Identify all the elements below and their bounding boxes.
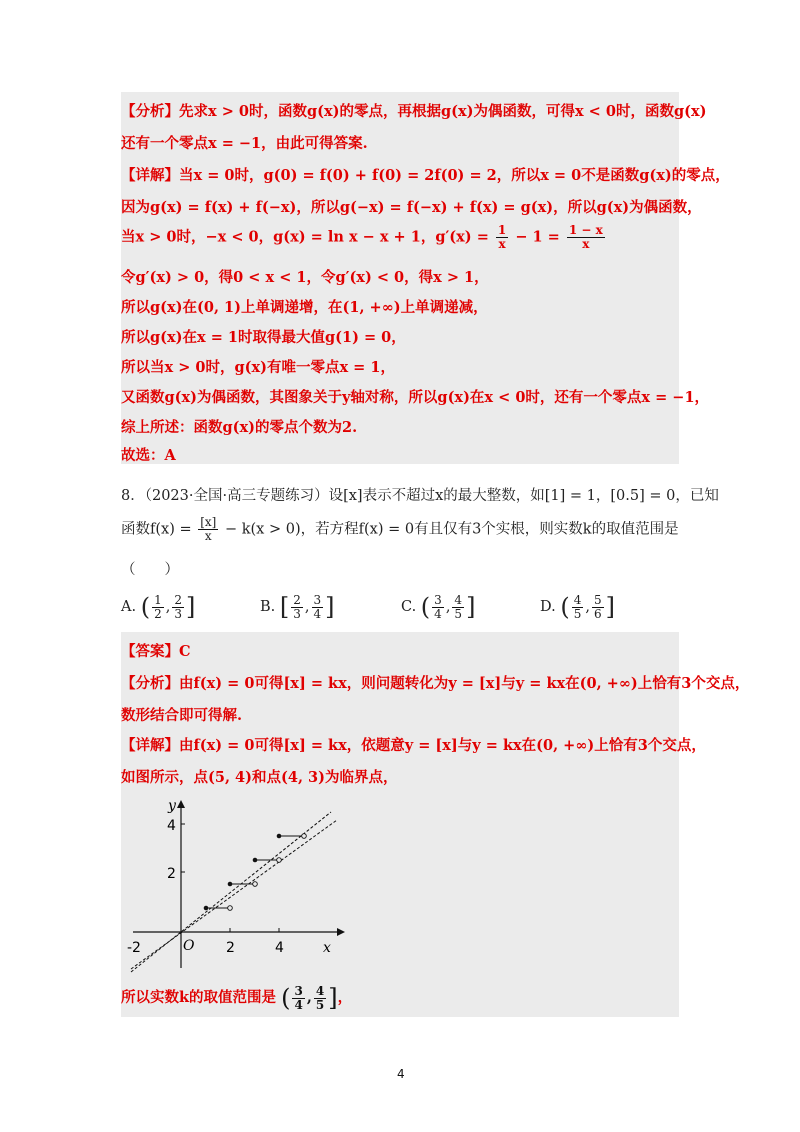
filled-point bbox=[228, 882, 233, 887]
solution-box-2 bbox=[121, 632, 750, 1017]
fraction bbox=[592, 594, 604, 621]
left-bracket: ( bbox=[420, 593, 431, 621]
left-bracket: [ bbox=[279, 593, 290, 621]
choice-d[interactable]: D. ( $\frac{4}{5}$ , $\frac{5}{6}$ ] bbox=[540, 592, 615, 621]
fraction-denominator: 2 bbox=[154, 606, 162, 621]
detail-line-3-mid: − 1 = bbox=[510, 228, 565, 246]
right-bracket: ] bbox=[605, 593, 615, 621]
fraction-denominator: 4 bbox=[294, 997, 303, 1012]
fraction-numerator: 3 bbox=[313, 592, 322, 607]
open-point bbox=[253, 882, 258, 887]
fraction-numerator: 1 bbox=[497, 223, 507, 237]
comma: , bbox=[306, 989, 312, 1006]
answer-line: 【答案】C bbox=[121, 643, 191, 660]
open-point bbox=[277, 858, 282, 863]
analysis-line-2: 数形结合即可得解. bbox=[121, 707, 243, 724]
fraction-denominator: x bbox=[582, 237, 590, 251]
choice-letter: D. bbox=[540, 599, 556, 615]
fraction bbox=[152, 594, 164, 621]
fraction-denominator: 5 bbox=[573, 606, 582, 621]
question-8-line-1: 8．（2023·全国·高三专题练习）设[x]表示不超过x的最大整数，如[1] = 1，[0.5] = 0，已知 bbox=[121, 488, 719, 504]
fraction bbox=[172, 594, 184, 621]
fraction-denominator: x bbox=[498, 237, 506, 251]
fraction-denominator: 4 bbox=[313, 606, 322, 621]
fraction-denominator: 5 bbox=[454, 606, 463, 621]
fraction bbox=[432, 594, 444, 621]
detail-line-2: 因为g(x) = f(x) + f(−x)，所以g(−x) = f(−x) + f(x) = g(x)，所以g(x)为偶函数， bbox=[121, 199, 702, 216]
analysis-line-2: 还有一个零点x = −1，由此可得答案. bbox=[121, 135, 368, 152]
question-8-paren: （ ） bbox=[121, 562, 179, 578]
left-bracket: ( bbox=[140, 593, 151, 621]
detail-line-2: 如图所示，点(5, 4)和点(4, 3)为临界点， bbox=[121, 769, 398, 786]
fraction bbox=[291, 594, 303, 621]
fraction-numerator: 4 bbox=[573, 592, 582, 607]
y-axis-arrow bbox=[177, 800, 185, 808]
fraction-denominator: 3 bbox=[174, 606, 182, 621]
fraction-numerator: 3 bbox=[294, 983, 303, 998]
detail-line-3-text: 当x > 0时，−x < 0，g(x) = ln x − x + 1，g′(x) = bbox=[121, 228, 494, 246]
right-bracket: ] bbox=[328, 984, 338, 1012]
fraction-denominator: 5 bbox=[315, 997, 325, 1012]
question-8-line-2-end: − k(x > 0)，若方程f(x) = 0有且仅有3个实根，则实数k的取值范围是 bbox=[220, 521, 679, 538]
fraction bbox=[452, 594, 464, 621]
detail-line-1: 【详解】当x = 0时，g(0) = f(0) + f(0) = 2f(0) = 2，所以x = 0不是函数g(x)的零点， bbox=[121, 167, 730, 184]
fraction bbox=[292, 985, 304, 1012]
page-number: 4 bbox=[397, 1067, 405, 1081]
fraction-1-over-x bbox=[496, 224, 508, 251]
fraction-numerator: 1 bbox=[154, 592, 162, 607]
choice-a[interactable]: A. ( $\frac{1}{2}$ , $\frac{2}{3}$ ] bbox=[121, 592, 196, 621]
fraction bbox=[314, 985, 326, 1012]
question-8-line-2-start: 函数f(x) = bbox=[121, 521, 197, 538]
fraction bbox=[572, 594, 584, 621]
x-axis-arrow bbox=[337, 928, 345, 936]
fraction-numerator: 1 − x bbox=[568, 223, 603, 237]
detail-line-7: 所以当x > 0时，g(x)有唯一零点x = 1， bbox=[121, 359, 395, 376]
choice-b[interactable]: B. [ $\frac{2}{3}$ , $\frac{3}{4}$ ] bbox=[260, 592, 335, 621]
left-bracket: ( bbox=[281, 984, 291, 1012]
filled-point bbox=[277, 834, 282, 839]
fraction-numerator: 2 bbox=[174, 592, 182, 607]
choice-letter: A. bbox=[121, 599, 137, 615]
fraction-1-minus-x-over-x bbox=[567, 224, 605, 251]
fraction-floor-x-over-x bbox=[198, 516, 218, 543]
tick-label-y4: 4 bbox=[167, 818, 176, 834]
tick-label-xm2: -2 bbox=[127, 940, 141, 956]
fraction-denominator: 4 bbox=[434, 606, 442, 621]
fraction-denominator: x bbox=[204, 529, 212, 543]
question-8-line-2 bbox=[121, 516, 679, 543]
open-point bbox=[228, 906, 233, 911]
fraction-numerator: 2 bbox=[293, 592, 301, 607]
floor-function-graph bbox=[125, 796, 365, 976]
conclusion-line bbox=[121, 984, 352, 1012]
filled-point bbox=[204, 906, 209, 911]
conclusion-end: ， bbox=[337, 989, 353, 1006]
open-point bbox=[302, 834, 307, 839]
fraction-numerator: 3 bbox=[434, 592, 442, 607]
fraction-numerator: [x] bbox=[200, 515, 217, 529]
filled-point bbox=[253, 858, 258, 863]
detail-line-6: 所以g(x)在x = 1时取得最大值g(1) = 0， bbox=[121, 329, 406, 346]
conclusion-text: 所以实数k的取值范围是 bbox=[121, 989, 277, 1006]
fraction-numerator: 5 bbox=[593, 592, 602, 607]
fraction-numerator: 4 bbox=[454, 592, 463, 607]
right-bracket: ] bbox=[466, 593, 476, 621]
choice-letter: C. bbox=[401, 599, 417, 615]
analysis-line-1: 【分析】由f(x) = 0可得[x] = kx，则问题转化为y = [x]与y = kx在(0, +∞)上恰有3个交点， bbox=[121, 675, 750, 692]
fraction-denominator: 3 bbox=[293, 606, 301, 621]
detail-line-8: 又函数g(x)为偶函数，其图象关于y轴对称，所以g(x)在x < 0时，还有一个零点x = −1， bbox=[121, 389, 710, 406]
fraction-denominator: 6 bbox=[593, 606, 602, 621]
y-axis-label: y bbox=[168, 798, 176, 814]
choice-c[interactable]: C. ( $\frac{3}{4}$ , $\frac{4}{5}$ ] bbox=[401, 592, 476, 621]
choice-letter: B. bbox=[260, 599, 276, 615]
left-bracket: ( bbox=[560, 593, 570, 621]
detail-line-5: 所以g(x)在(0, 1)上单调递增，在(1, +∞)上单调递减， bbox=[121, 299, 488, 316]
origin-label: O bbox=[183, 938, 195, 954]
x-axis-label: x bbox=[323, 940, 331, 956]
tick-label-y2: 2 bbox=[167, 866, 176, 882]
analysis-line-1: 【分析】先求x > 0时，函数g(x)的零点，再根据g(x)为偶函数，可得x < 0时，函数g(x) bbox=[121, 103, 707, 120]
right-bracket: ] bbox=[325, 593, 335, 621]
right-bracket: ] bbox=[185, 593, 196, 621]
tick-label-x2: 2 bbox=[226, 940, 235, 956]
detail-line-1: 【详解】由f(x) = 0可得[x] = kx，依题意y = [x]与y = kx在(0, +∞)上恰有3个交点， bbox=[121, 737, 706, 754]
fraction-numerator: 4 bbox=[315, 983, 325, 998]
solution-box-1 bbox=[121, 92, 730, 464]
tick-label-x4: 4 bbox=[275, 940, 284, 956]
detail-line-3 bbox=[121, 224, 607, 251]
fraction bbox=[312, 594, 324, 621]
detail-line-9: 综上所述：函数g(x)的零点个数为2. bbox=[121, 419, 358, 436]
detail-line-4: 令g′(x) > 0，得0 < x < 1，令g′(x) < 0，得x > 1， bbox=[121, 269, 489, 286]
choice-answer-line: 故选：A bbox=[121, 447, 176, 464]
